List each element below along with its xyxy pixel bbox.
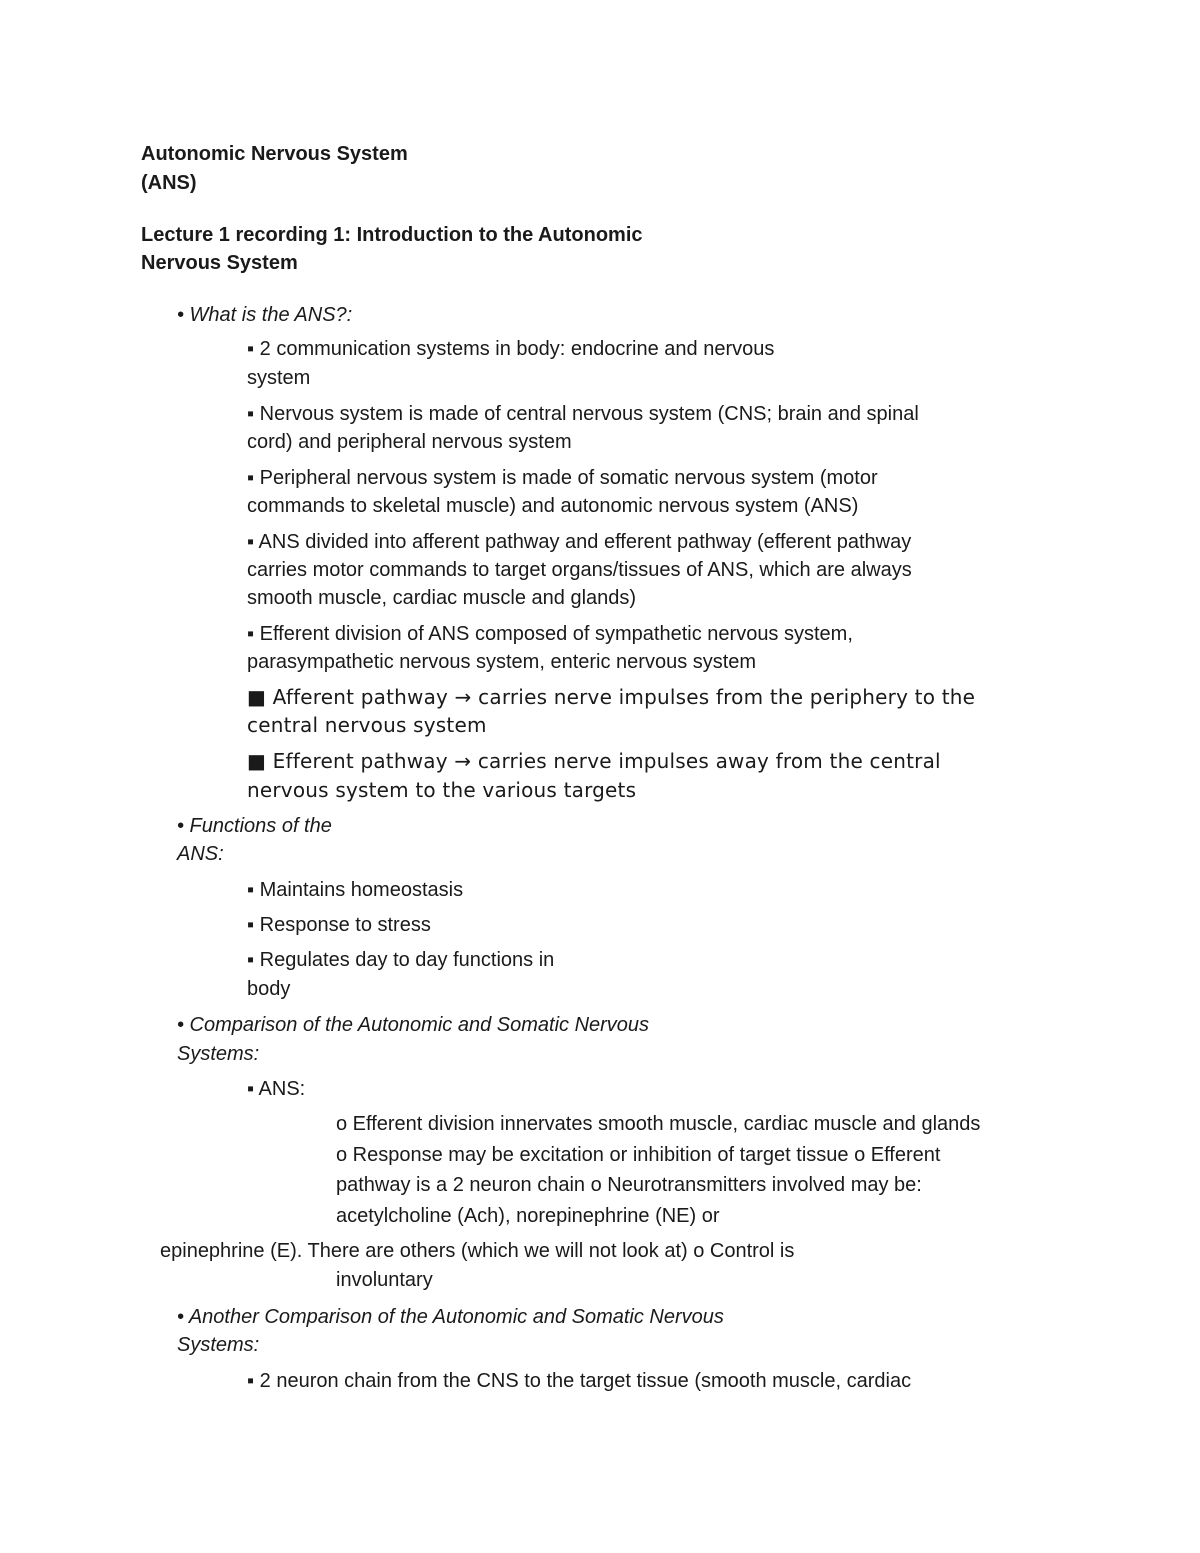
list-item: ▪ 2 neuron chain from the CNS to the target tissue (smooth muscle, cardiac	[247, 1370, 912, 1392]
section-heading-functions-continued: ANS:	[177, 843, 224, 865]
sub-list-item: o Response may be excitation or inhibition of target tissue o Efferent	[336, 1144, 941, 1166]
list-item: ▪ Peripheral nervous system is made of somatic nervous system (motor	[247, 467, 878, 489]
list-item-continued: system	[247, 367, 311, 389]
list-item: ▪ ANS:	[247, 1078, 306, 1100]
lecture-heading-line-2: Nervous System	[141, 252, 298, 274]
section-heading-what-is-ans: • What is the ANS?:	[177, 304, 353, 326]
section-heading-comparison: • Comparison of the Autonomic and Somatic Nervous	[177, 1014, 650, 1036]
sub-list-item-continued: acetylcholine (Ach), norepinephrine (NE) or	[336, 1205, 720, 1227]
list-item: ■ Efferent pathway → carries nerve impulses away from the central	[247, 749, 941, 773]
list-item-continued: carries motor commands to target organs/tissues of ANS, which are always	[247, 559, 912, 581]
list-item-continued: body	[247, 978, 291, 1000]
list-item: ▪ Nervous system is made of central nervous system (CNS; brain and spinal	[247, 403, 919, 425]
sub-list-item-continued: pathway is a 2 neuron chain o Neurotransmitters involved may be:	[336, 1174, 922, 1196]
list-item: ■ Afferent pathway → carries nerve impulses from the periphery to the	[247, 685, 976, 709]
list-item: ▪ Response to stress	[247, 914, 431, 936]
sub-list-item-continued: involuntary	[336, 1269, 433, 1291]
doc-title-line-2: (ANS)	[141, 172, 197, 194]
list-item-continued: parasympathetic nervous system, enteric nervous system	[247, 651, 757, 673]
list-item-continued: smooth muscle, cardiac muscle and glands)	[247, 587, 637, 609]
list-item: ▪ 2 communication systems in body: endocrine and nervous	[247, 338, 775, 360]
section-heading-comparison-continued: Systems:	[177, 1043, 260, 1065]
section-heading-another-comparison: • Another Comparison of the Autonomic and Somatic Nervous	[177, 1306, 724, 1328]
list-item-continued: cord) and peripheral nervous system	[247, 431, 572, 453]
list-item-continued: central nervous system	[247, 713, 487, 737]
list-item: ▪ Efferent division of ANS composed of sympathetic nervous system,	[247, 623, 853, 645]
list-item: ▪ Regulates day to day functions in	[247, 949, 555, 971]
list-item-continued: nervous system to the various targets	[247, 778, 637, 802]
lecture-heading-line-1: Lecture 1 recording 1: Introduction to the Autonomic	[141, 224, 643, 246]
section-heading-another-comparison-continued: Systems:	[177, 1334, 260, 1356]
section-heading-functions: • Functions of the	[177, 815, 332, 837]
list-item-continued: commands to skeletal muscle) and autonomic nervous system (ANS)	[247, 495, 859, 517]
list-item: ▪ ANS divided into afferent pathway and efferent pathway (efferent pathway	[247, 531, 912, 553]
sub-list-item-continued: epinephrine (E). There are others (which we will not look at) o Control is	[160, 1240, 795, 1262]
sub-list-item: o Efferent division innervates smooth muscle, cardiac muscle and glands	[336, 1113, 981, 1135]
list-item: ▪ Maintains homeostasis	[247, 879, 464, 901]
doc-title-line-1: Autonomic Nervous System	[141, 143, 408, 165]
